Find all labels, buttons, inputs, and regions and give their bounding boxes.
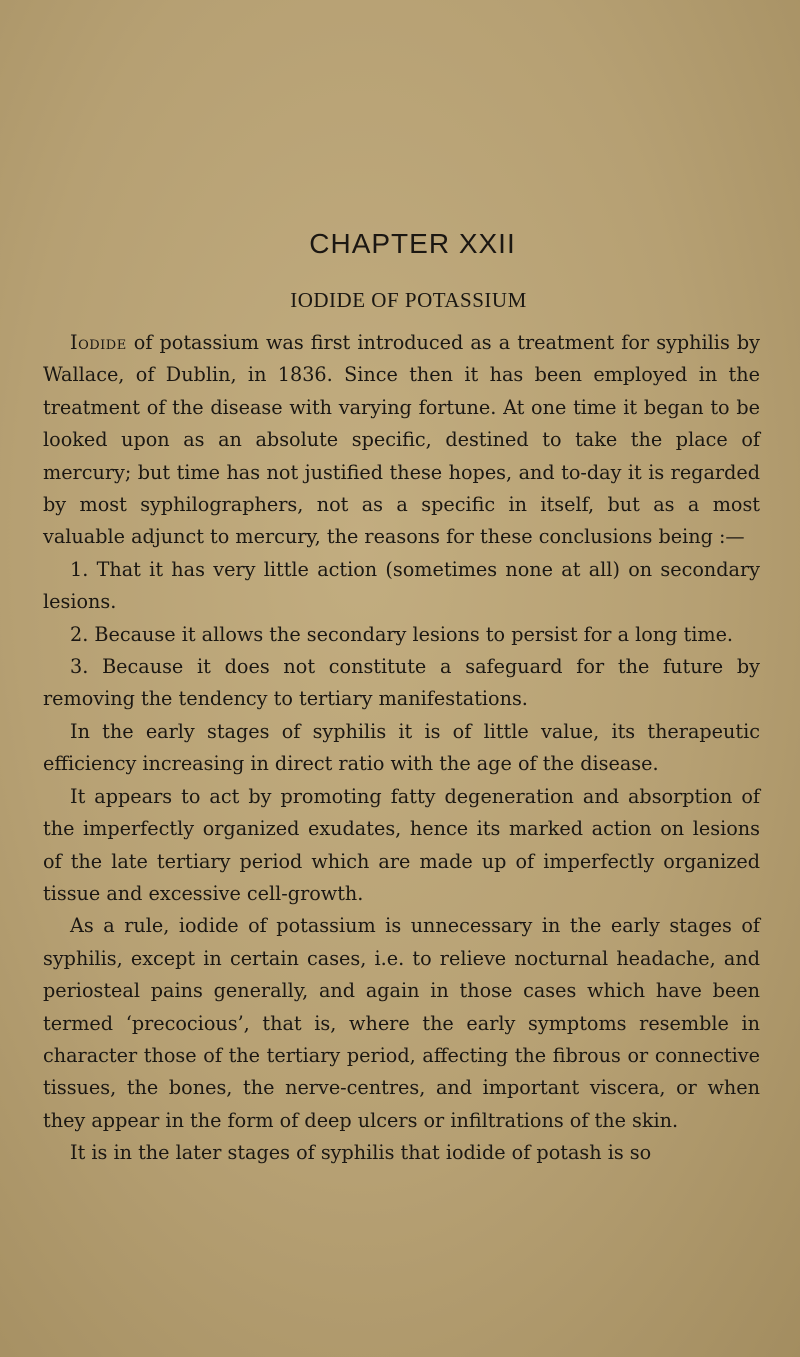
paragraph-reason-1: 1. That it has very little action (sometimes none at all) on secondary lesions. bbox=[43, 557, 760, 614]
paragraph-later-stages: It is in the later stages of syphilis that iodide of potash is so bbox=[70, 1141, 652, 1165]
paragraph-mechanism: It appears to act by promoting fatty degeneration and absorption of the imperfectly organized exudates, hence its marked action on lesions of the late tertiary period which are made up of imperfectly organized tissue and excessive cell-growth. bbox=[43, 784, 760, 905]
paragraph-text: of potassium was first introduced as a treatment for syphilis by Wallace, of Dublin, in 1836. Since then it has been employed in the treatment of the disease with varying fortune. At one time it began to be looked upon as an absolute specific, destined to take the place of mercury; but time has not justified these hopes, and to-day it is regarded by most syphilographers, not as a specific in itself, but as a most valuable adjunct to mercury, the reasons for these conclusions being :— bbox=[43, 331, 760, 549]
paragraph-intro bbox=[43, 327, 760, 554]
paragraph-rule: As a rule, iodide of potassium is unnecessary in the early stages of syphilis, except in certain cases, i.e. to relieve nocturnal headache, and periosteal pains generally, and again in those cases which have been termed ‘precocious’, that is, where the early symptoms resemble in character those of the tertiary period, affecting the fibrous or connective tissues, the bones, the nerve-centres, and important viscera, or when they appear in the form of deep ulcers or infiltrations of the skin. bbox=[43, 914, 760, 1132]
paragraph-early-stages: In the early stages of syphilis it is of little value, its therapeutic efficiency increasing in direct ratio with the age of the disease. bbox=[43, 719, 760, 776]
chapter-title: IODIDE OF POTASSIUM bbox=[290, 288, 527, 312]
chapter-heading: CHAPTER XXII bbox=[309, 228, 516, 259]
paragraph-lead-word: Iodide bbox=[70, 331, 127, 354]
paragraph-reason-2: 2. Because it allows the secondary lesions to persist for a long time. bbox=[70, 622, 734, 646]
paragraph-reason-3: 3. Because it does not constitute a safeguard for the future by removing the tendency to tertiary manifestations. bbox=[43, 655, 760, 711]
chapter-body bbox=[43, 327, 760, 1170]
